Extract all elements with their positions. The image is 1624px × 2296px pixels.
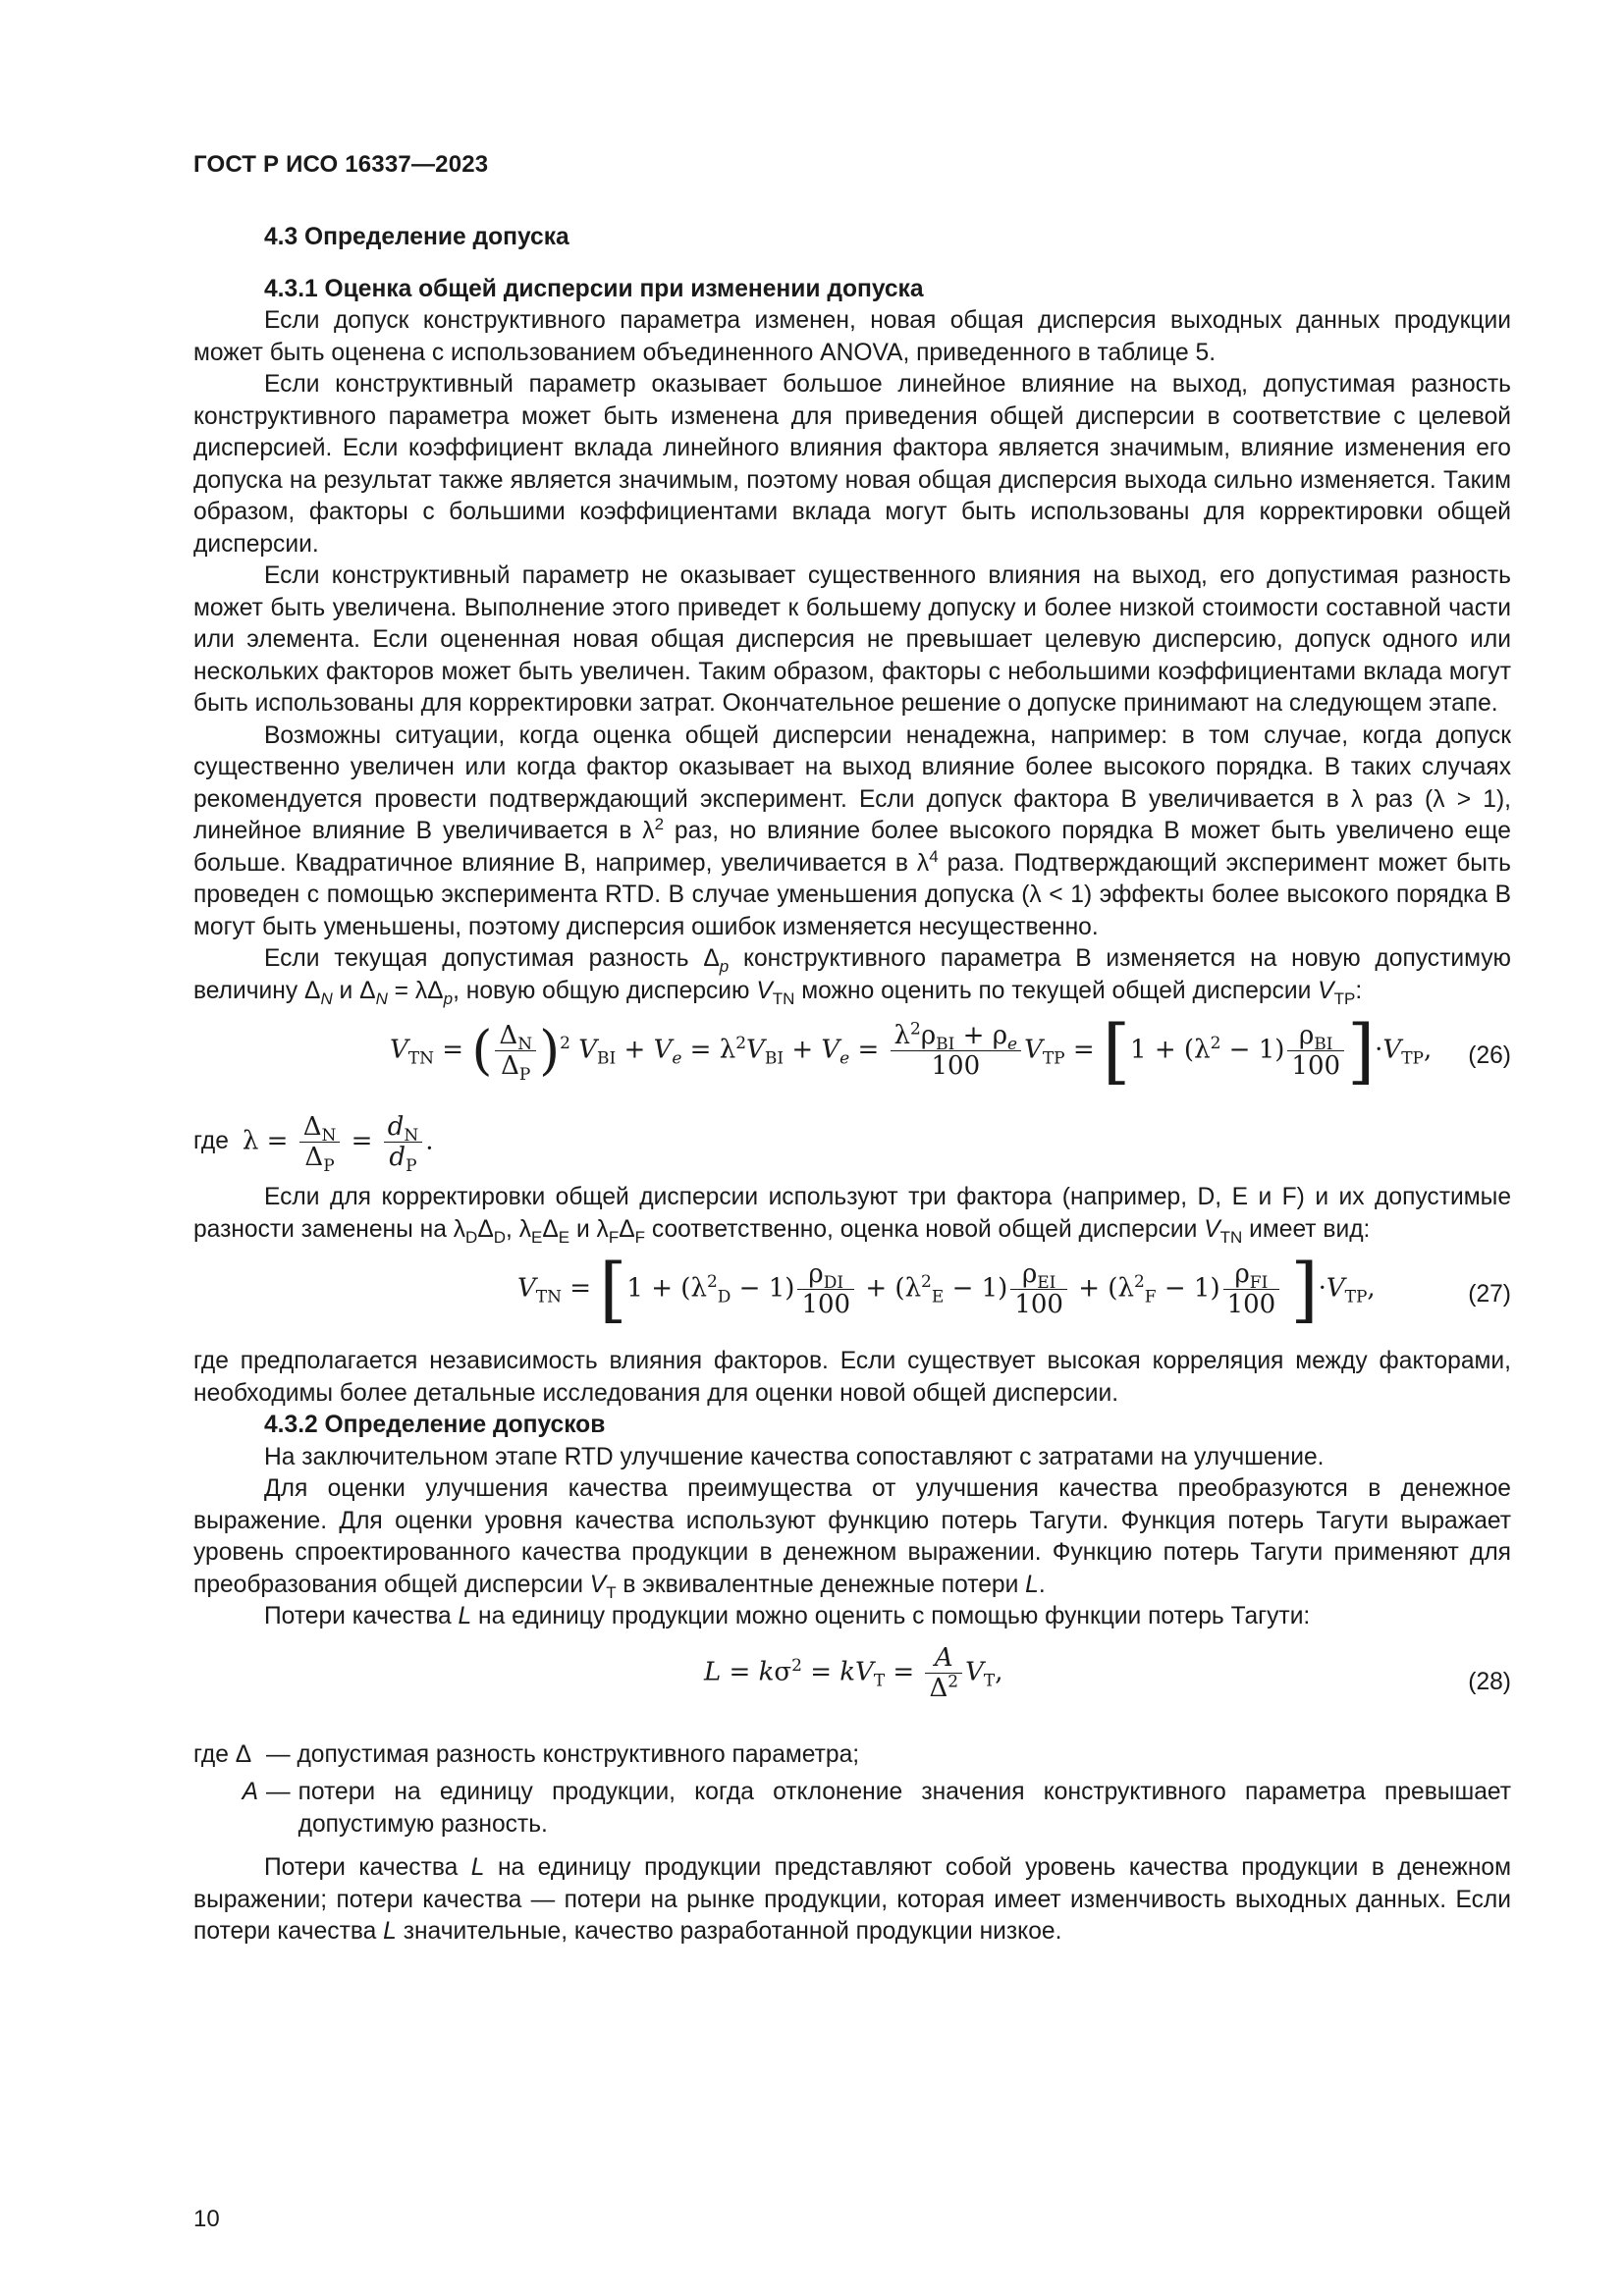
paragraph: Если допуск конструктивного параметра изменен, новая общая дисперсия выходных данных продукции может быть оценена с использованием объединенного ANOVA, приведенного в таблице 5. bbox=[193, 307, 1511, 366]
subsection-heading-432: 4.3.2 Определение допусков bbox=[264, 1412, 606, 1438]
paragraph: Для оценки улучшения качества преимущества от улучшения качества преобразуются в денежное выражение. Для оценки уровня качества используют функцию потерь Тагути. Функция потерь Тагути выражает уровень спроектированного качества продукции в денежном выражении. Функцию потерь Тагути применяют для преобразования общей дисперсии $V_T$ в эквивалентные денежные потери L. bbox=[193, 1475, 1511, 1602]
definition-row bbox=[193, 1777, 1511, 1841]
definitions-list bbox=[193, 1739, 1511, 1842]
paragraph: На заключительном этапе RTD улучшение качества сопоставляют с затратами на улучшение. bbox=[264, 1443, 1325, 1470]
definition-row bbox=[193, 1739, 1511, 1772]
paragraph: Если конструктивный параметр оказывает большое линейное влияние на выход, допустимая разность конструктивного параметра может быть изменена для приведения общей дисперсии в соответствие с целевой дисперсией. Если коэффициент вклада линейного влияния фактора является значимым, влияние изменения его допуска на результат также является значимым, поэтому новая общая дисперсия выхода сильно изменяется. Таким образом, факторы с большими коэффициентами вклада могут быть использованы для корректировки общей дисперсии. bbox=[193, 371, 1511, 558]
equation-26 bbox=[193, 1009, 1511, 1094]
where-clause: где λ = $\frac{\Delta_N}{\Delta_P}$ = $\frac{d_N}{d_P}$ . bbox=[193, 1111, 434, 1176]
equation-27-math: $V_{TN} = [1 + (\lambda^2_D - 1)$ $\frac{\rho_{DI}}{100}$ + $(\lambda^2_E - 1)$ $\frac{\rho_{EI}}{100}$ + $(\lambda^2_F - 1)$ $\frac{\rho_{FI}}{100}$ ]$\cdot V_{TP}$, bbox=[517, 1248, 1376, 1331]
definition-text: — допустимая разность конструктивного параметра; bbox=[266, 1740, 860, 1768]
document-header: ГОСТ Р ИСО 16337—2023 bbox=[193, 151, 489, 178]
equation-28 bbox=[193, 1643, 1511, 1726]
paragraph: Возможны ситуации, когда оценка общей дисперсии ненадежна, например: в том случае, когда допуск существенно увеличен или когда фактор оказывает на выход влияние более высокого порядка. В таких случаях рекомендуется провести подтверждающий эксперимент. Если допуск фактора В увеличивается в λ раз (λ > 1), линейное влияние В увеличивается в $\lambda^2$ раз, но влияние более высокого порядка В может быть увеличено еще больше. Квадратичное влияние В, например, увеличивается в $\lambda^4$ раза. Подтверждающий эксперимент может быть проведен с помощью эксперимента RTD. В случае уменьшения допуска (λ < 1) эффекты более высокого порядка В могут быть уменьшены, поэтому дисперсия ошибок изменяется несущественно. bbox=[193, 721, 1511, 940]
paragraph: где предполагается независимость влияния факторов. Если существует высокая корреляция между факторами, необходимы более детальные исследования для оценки новой общей дисперсии. bbox=[193, 1348, 1511, 1407]
page-number: 10 bbox=[193, 2206, 220, 2232]
paragraph: Потери качества L на единицу продукции можно оценить с помощью функции потерь Тагути: bbox=[264, 1603, 1311, 1629]
equation-number: (27) bbox=[1468, 1281, 1511, 1308]
definition-term: где Δ bbox=[193, 1740, 252, 1768]
equation-26-math: $V_{TN}$ = ( $\frac{\Delta_N}{\Delta_P}$ )$^2$ $V_{BI} + V_e = \lambda^2V_{BI} + V_e$ = $\frac{\lambda^2\rho_{BI} + \rho_e}{100}$ $V_{TP} = [1 + (\lambda^2 - 1)$ $\frac{\rho_{BI}}{100}$ ]$\cdot V_{TP}$, bbox=[390, 1009, 1433, 1093]
equation-28-math: $L = k\sigma^2 = kV_T$ = $\frac{A}{\Delta^2}$ $V_T$, bbox=[704, 1642, 1003, 1703]
equation-27 bbox=[193, 1248, 1511, 1332]
paragraph: Потери качества L на единицу продукции представляют собой уровень качества продукции в денежном выражении; потери качества — потери на рынке продукции, которая имеет изменчивость выходных данных. Если потери качества L значительные, качество разработанной продукции низкое. bbox=[193, 1854, 1511, 1945]
definition-term: A bbox=[242, 1779, 258, 1805]
paragraph: Если текущая допустимая разность $\Delta_p$ конструктивного параметра В изменяется на новую допустимую величину $\Delta_N$ и $\Delta_N = \lambda\Delta_p$, новую общую дисперсию $V_{TN}$ можно оценить по текущей общей дисперсии $V_{TP}$: bbox=[193, 945, 1512, 1008]
section-heading: 4.3 Определение допуска bbox=[264, 224, 569, 250]
definition-dash: — bbox=[266, 1779, 291, 1805]
document-body bbox=[193, 222, 1511, 1949]
paragraph: Если для корректировки общей дисперсии используют три фактора (например, D, E и F) и их допустимые разности заменены на $\lambda_D\Delta_D$, $\lambda_E\Delta_E$ и $\lambda_F\Delta_F$ соответственно, оценка новой общей дисперсии $V_{TN}$ имеет вид: bbox=[193, 1184, 1511, 1247]
subsection-heading-431: 4.3.1 Оценка общей дисперсии при изменении допуска bbox=[264, 275, 924, 302]
equation-number: (26) bbox=[1468, 1042, 1511, 1069]
equation-number: (28) bbox=[1468, 1668, 1511, 1695]
definition-text: потери на единицу продукции, когда отклонение значения конструктивного параметра превышает допустимую разность. bbox=[298, 1779, 1511, 1838]
paragraph: Если конструктивный параметр не оказывает существенного влияния на выход, его допустимая разность может быть увеличена. Выполнение этого приведет к большему допуску и более низкой стоимости составной части или элемента. Если оцененная новая общая дисперсия не превышает целевую дисперсию, допуск одного или нескольких факторов может быть увеличен. Таким образом, факторы с небольшими коэффициентами вклада могут быть использованы для корректировки затрат. Окончательное решение о допуске принимают на следующем этапе. bbox=[193, 562, 1511, 717]
